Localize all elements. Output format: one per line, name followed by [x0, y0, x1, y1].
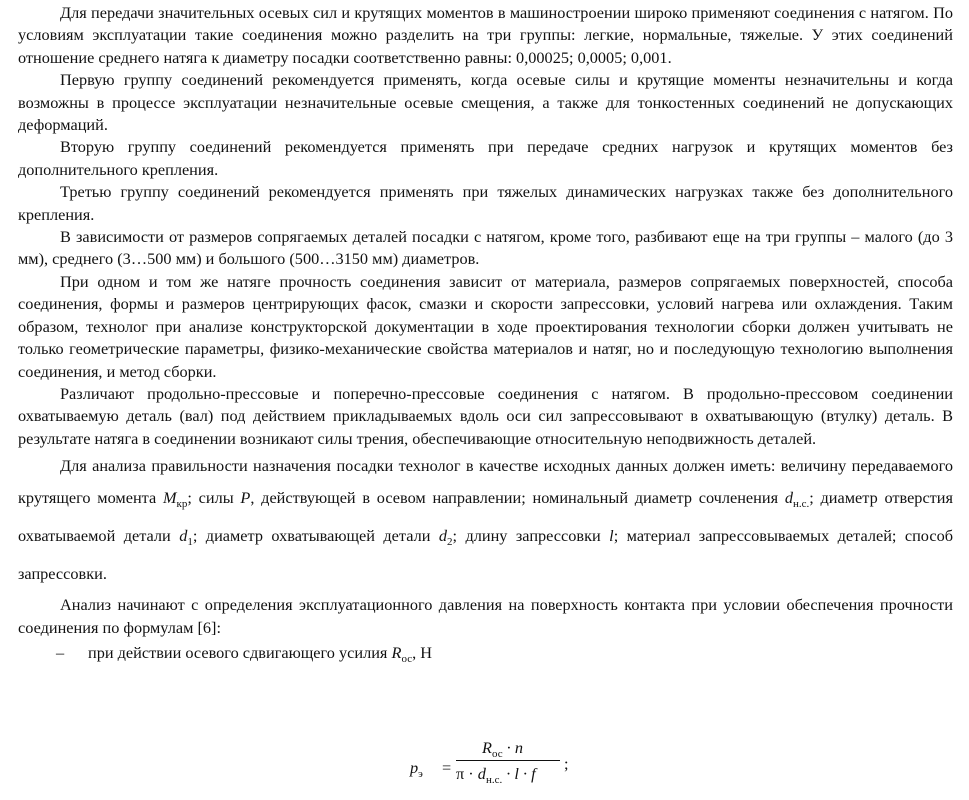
- symbol-m: M: [162, 488, 177, 508]
- list-item-text: [56, 642, 433, 665]
- symbol-d-nc: [784, 488, 810, 511]
- list-item-text-2: , Н: [412, 642, 433, 662]
- formula-numerator: [482, 738, 523, 760]
- formula-lhs-subscript: э: [418, 768, 423, 780]
- formula-num-r-subscript: ос: [491, 748, 503, 760]
- paragraph-2: Первую группу соединений рекомендуется применять, когда осевые силы и крутящие моменты незначительны и когда возможны в процессе эксплуатации незначительные осевые смещения, а также для тонкостенных соединений не допускающих деформаций.: [18, 70, 953, 135]
- symbol-d-subscript: н.с.: [792, 498, 810, 511]
- symbol-d2-letter: d: [438, 526, 448, 546]
- list-item-text-1: при действии осевого сдвигающего усилия: [88, 642, 392, 662]
- p8-text-1: Для анализа правильности назначения посадки технолог в качестве исходных данных должен иметь: величину передаваемого крутящего момента: [18, 456, 953, 508]
- formula-num-rest: · n: [502, 738, 523, 757]
- symbol-d1-subscript: 1: [187, 536, 193, 549]
- symbol-d1: [179, 526, 193, 549]
- fraction-bar: [456, 760, 560, 761]
- formula-semicolon: ;: [564, 754, 569, 773]
- symbol-d: d: [784, 488, 793, 508]
- symbol-d2-subscript: 2: [447, 536, 453, 549]
- document-body: [18, 2, 953, 671]
- list-dash: –: [56, 642, 65, 662]
- paragraph-8: [18, 450, 953, 590]
- p8-text-7: ; материал запрессовываемых деталей; способ запрессовки.: [18, 526, 953, 584]
- pressure-formula: [390, 738, 590, 796]
- symbol-r-os: [391, 642, 413, 665]
- p8-text-2: ; силы: [187, 488, 241, 508]
- formula-den-rest: · l · f: [502, 764, 536, 783]
- paragraph-9: Анализ начинают с определения эксплуатационного давления на поверхность контакта при условии обеспечения прочности соединения по формулам [6]:: [18, 595, 953, 637]
- list-item-axial-force: [18, 641, 953, 671]
- formula-lhs-p: p: [410, 758, 419, 777]
- symbol-r-subscript: ос: [401, 652, 413, 665]
- formula-den-d: d: [477, 764, 486, 783]
- paragraph-3: Вторую группу соединений рекомендуется применять при передаче средних нагрузок и крутящих моментов без дополнительного крепления.: [18, 137, 953, 179]
- paragraph-5: В зависимости от размеров сопрягаемых деталей посадки с натягом, кроме того, разбивают еще на три группы – малого (до 3 мм), среднего (3…500 мм) и большого (500…3150 мм) диаметров.: [18, 227, 953, 269]
- paragraph-7: Различают продольно-прессовые и поперечно-прессовые соединения с натягом. В продольно-прессовом соединении охватываемую деталь (вал) под действием прикладываемых вдоль оси сил запрессовывают в охватывающую (втулку) деталь. В результате натяга в соединении возникают силы трения, обеспечивающие относительную неподвижность деталей.: [18, 383, 953, 448]
- p8-text-5: ; диаметр охватывающей детали: [192, 526, 439, 546]
- formula-lhs: [410, 758, 423, 780]
- symbol-r: R: [391, 642, 402, 662]
- symbol-d2: [438, 526, 453, 549]
- symbol-p: P: [240, 488, 251, 508]
- symbol-d1-letter: d: [179, 526, 188, 546]
- paragraph-6: При одном и том же натяге прочность соединения зависит от материала, размеров сопрягаемых поверхностей, способа соединения, формы и размеров центрирующих фасок, смазки и скорости запрессовки, условий нагрева или охлаждения. Таким образом, технолог при анализе конструкторской документации в ходе проектирования технологии сборки должен учитывать не только геометрические параметры, физико-механические свойства материалов и натяг, но и последующую технологию выполнения соединения, и метод сборки.: [18, 271, 953, 381]
- paragraph-1: Для передачи значительных осевых сил и крутящих моментов в машиностроении широко применяют соединения с натягом. По условиям эксплуатации такие соединения можно разделить на три группы: легкие, нормальные, тяжелые. У этих соединений отношение среднего натяга к диаметру посадки соответственно равны: 0,00025; 0,0005; 0,001.: [18, 3, 953, 67]
- symbol-m-subscript: кр: [176, 498, 188, 511]
- formula-num-r: R: [482, 738, 492, 757]
- symbol-m-kr: [162, 488, 188, 511]
- formula-equals: =: [442, 758, 452, 777]
- formula-denominator: [456, 764, 536, 786]
- p8-text-4: ; диаметр отверстия охватываемой детали: [18, 488, 953, 546]
- paragraph-4: Третью группу соединений рекомендуется применять при тяжелых динамических нагрузках также без дополнительного крепления.: [18, 182, 953, 224]
- formula-den-d-subscript: н.с.: [485, 774, 503, 786]
- symbol-l: l: [609, 526, 614, 546]
- formula-den-pi: π ·: [456, 764, 478, 783]
- p8-text-3: , действующей в осевом направлении; номинальный диаметр сочленения: [250, 488, 785, 508]
- p8-text-6: ; длину запрессовки: [452, 526, 610, 546]
